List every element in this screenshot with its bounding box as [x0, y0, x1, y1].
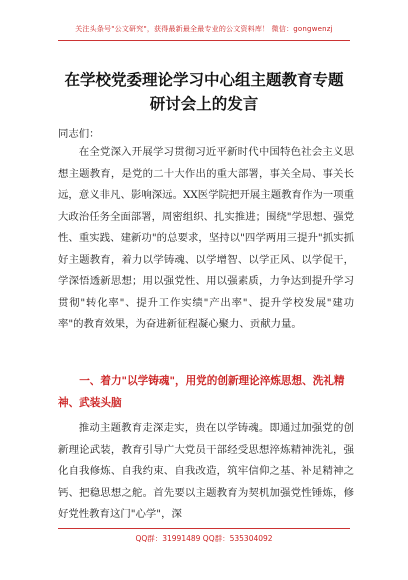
document-title-line2: 研讨会上的发言: [149, 94, 259, 113]
footer-divider: [58, 528, 350, 529]
body-paragraph-2: 推动主题教育走深走实，贵在以学铸魂。即通过加强党的创新理论武装，教育引导广大党员干部经受思想淬炼精神洗礼，强化自我修炼、自我约束、自我改造，筑牢信仰之基、补足精神之钙、把稳思想之舵。首先要以主题教育为契机加强党性锤炼，修好党性教育这门"心学"，深: [58, 422, 354, 520]
salutation: 同志们：: [58, 128, 100, 140]
body-paragraph-1: 在全党深入开展学习贯彻习近平新时代中国特色社会主义思想主题教育，是党的二十大作出的重大部署，事关全局、事关长远，意义非凡、影响深远。XX医学院把开展主题教育作为一项重大政治任务全面部署，周密组织、扎实推进；围绕"学思想、强党性、重实践、建新功"的总要求，坚持以"四学两用三提升"抓实抓好主题教育，着力以学铸魂、以学增智、以学正风、以学促干，学深悟透新思想；用以强党性、用以强素质，力争达到提升学习贯彻"转化率"、提升工作实绩"产出率"、提升学校发展"建功率"的教育效果，为奋进新征程凝心聚力、贡献力量。: [58, 146, 354, 330]
footer-contact: QQ群：31991489 QQ群：535304092: [135, 534, 273, 543]
header-banner: 关注头条号"公文研究"，获得最新最全最专业的公文资料库！ 微信：gongwenzj: [75, 25, 333, 33]
header-divider: [58, 40, 350, 41]
document-title-line1: 在学校党委理论学习中心组主题教育专题: [64, 70, 344, 89]
section-heading-1: 一、着力"以学铸魂"，用党的创新理论淬炼思想、洗礼精神、武装头脑: [58, 375, 345, 409]
